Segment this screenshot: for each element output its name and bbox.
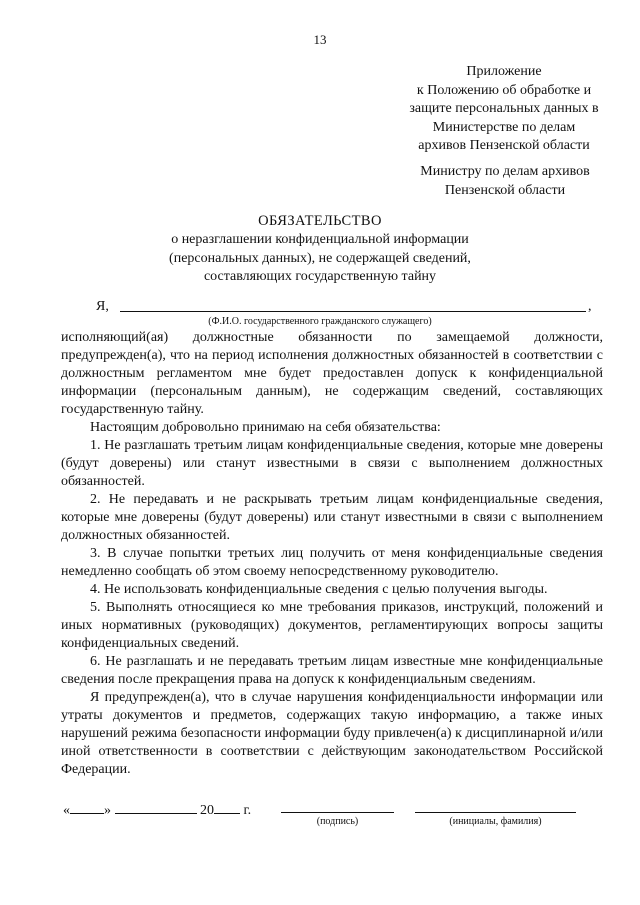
date-field (63, 799, 251, 819)
appendix-line: защите персональных данных в (409, 101, 599, 116)
name-caption: (инициалы, фамилия) (449, 816, 542, 827)
paragraph: 4. Не использовать конфиденциальные сведения с целью получения выгоды. (90, 582, 548, 597)
month-blank (115, 799, 197, 814)
document-title: ОБЯЗАТЕЛЬСТВО (258, 213, 382, 229)
open-quote: « (63, 803, 70, 818)
document-subtitle (0, 231, 640, 287)
signature-blank (281, 812, 394, 813)
paragraph: 1. Не разглашать третьим лицам конфиденциальные сведения, которые мне доверены (будут доверены) или станут известными в связи с выполнением должностных обязанностей. (61, 438, 603, 489)
signature-row (0, 799, 640, 835)
signature-caption: (подпись) (316, 816, 359, 827)
paragraph: 5. Выполнять относящиеся ко мне требования приказов, инструкций, положений и иных нормативных (руководящих) документов, регламентирующих вопросы защиты конфиденциальных сведений. (61, 600, 603, 651)
paragraph: 6. Не разглашать и не передавать третьим лицам известные мне конфиденциальные сведения после прекращения права на допуск к конфиденциальным сведениям. (61, 654, 603, 687)
fio-suffix: , (588, 299, 592, 314)
appendix-line: Приложение (466, 64, 542, 79)
addressee-block (394, 163, 616, 200)
paragraph: 2. Не передавать и не раскрывать третьим лицам конфиденциальные сведения, которые мне доверены (будут доверены) или станут известными в связи с выполнением должностных обязанностей. (61, 492, 603, 543)
close-quote: » (104, 803, 111, 818)
appendix-line: Министерстве по делам (432, 119, 576, 135)
paragraph: Настоящим добровольно принимаю на себя обязательства: (90, 420, 441, 435)
paragraph: исполняющий(ая) должностные обязанности по замещаемой должности, предупрежден(а), что на период исполнения должностных обязанностей в соответствии с должностным регламентом мне будет предоставлен допуск к конфиденциальной информации (персональным данным), не содержащим сведений, составляющих государственную тайну. (61, 330, 603, 417)
name-blank (415, 812, 576, 813)
fio-prefix: Я, (96, 299, 109, 314)
addressee-line: Министру по делам архивов (420, 164, 590, 179)
paragraph: Я предупрежден(а), что в случае нарушения конфиденциальности информации или утраты документов и предметов, содержащих такую информацию, а также иных нарушений режима безопасности информации буду привлечен(а) к дисциплинарной и/или иной ответственности в соответствии с действующим законодательством Российской Федерации. (61, 690, 603, 777)
day-blank (70, 799, 104, 814)
subtitle-line: о неразглашении конфиденциальной информации (171, 232, 469, 247)
fio-blank-line (120, 311, 586, 312)
year-blank (214, 799, 240, 814)
year-prefix: 20 (200, 803, 214, 818)
subtitle-line: (персональных данных), не содержащей сведений, (169, 250, 471, 266)
appendix-block (386, 63, 622, 156)
fio-field (96, 299, 606, 317)
addressee-line: Пензенской области (444, 182, 566, 198)
subtitle-line: составляющих государственную тайну (203, 269, 437, 284)
obligation-text (61, 329, 603, 779)
year-suffix: г. (243, 803, 252, 818)
page-number: 13 (313, 32, 327, 47)
fio-caption: (Ф.И.О. государственного гражданского служащего) (208, 316, 432, 327)
paragraph: 3. В случае попытки третьих лиц получить от меня конфиденциальные сведения немедленно сообщать об этом своему непосредственному руководителю. (61, 546, 603, 579)
appendix-line: архивов Пензенской области (418, 138, 590, 153)
appendix-line: к Положению об обработке и (416, 82, 592, 98)
